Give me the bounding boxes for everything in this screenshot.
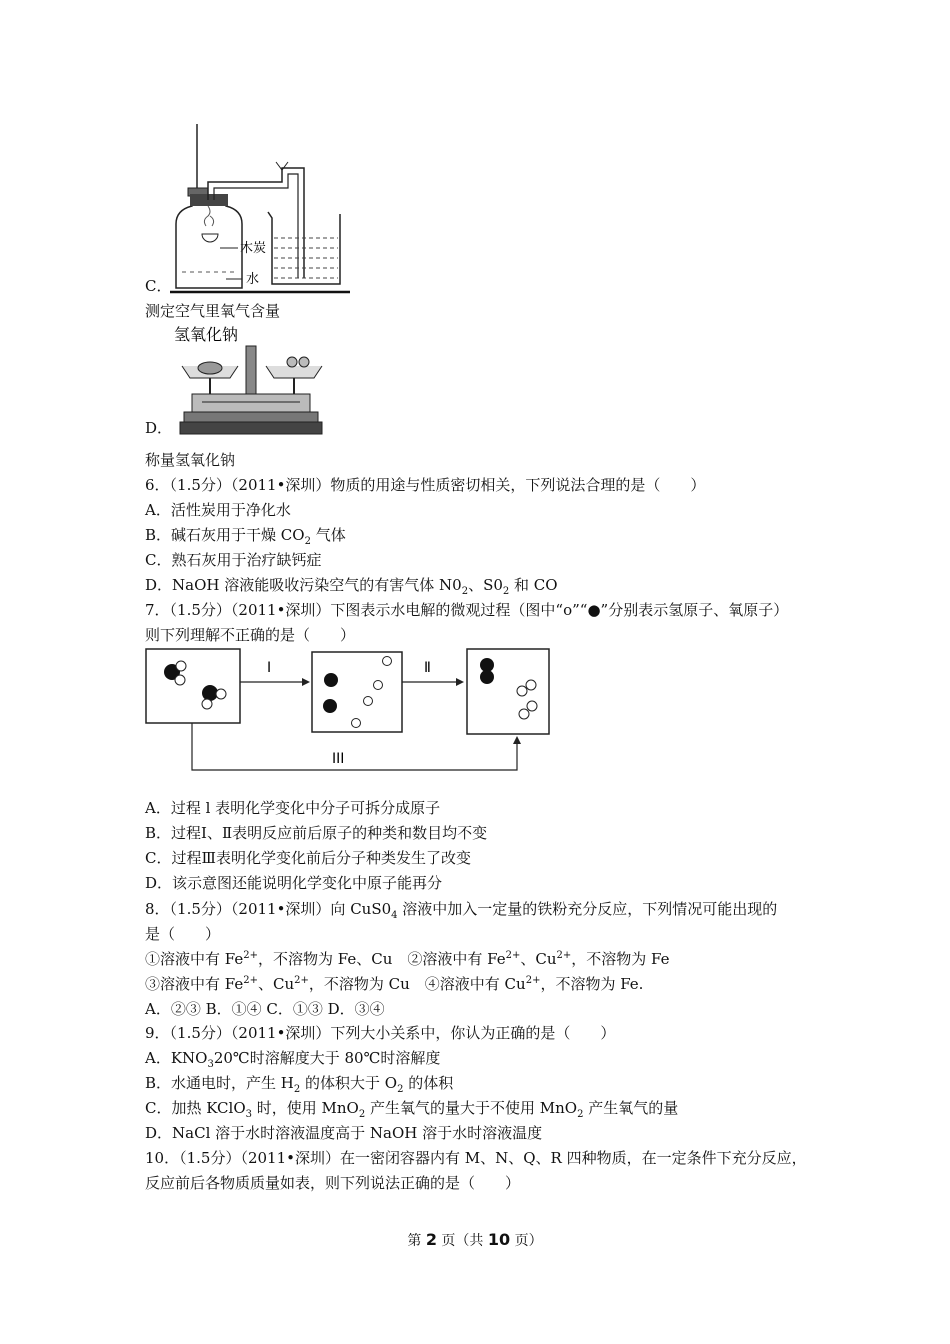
- q6-option-d: D．NaOH 溶液能吸收污染空气的有害气体 $N0_2$、$S0_2$ 和 CO: [145, 576, 558, 597]
- q6-stem: 6．（1.5分）（2011•深圳）物质的用途与性质密切相关，下列说法合理的是（ ）: [145, 476, 706, 494]
- water-label: 水: [246, 272, 260, 287]
- q5-option-c-letter: C．: [145, 277, 172, 295]
- current-page-number: 2: [425, 1230, 437, 1249]
- q9-option-b: B．水通电时，产生 $H_2$ 的体积大于 $O_2$ 的体积: [145, 1074, 454, 1095]
- water-electrolysis-diagram: [140, 644, 560, 776]
- q5-option-d-letter: D．: [145, 419, 173, 437]
- q5-option-c-caption: 测定空气里氧气含量: [145, 302, 281, 320]
- q7-option-c: C．过程Ⅲ表明化学变化前后分子种类发生了改变: [145, 849, 471, 867]
- process-2-label: Ⅱ: [424, 660, 431, 676]
- q8-cases-line2: ③溶液中有 $Fe^{2+}$、$Cu^{2+}$，不溶物为 Cu ④溶液中有 $Cu^{2+}$，不溶物为 Fe.: [145, 975, 644, 993]
- charcoal-label: 木炭: [240, 241, 267, 256]
- sodium-hydroxide-label: 氢氧化钠: [174, 325, 239, 344]
- q8-stem-line2: 是（ ）: [145, 925, 221, 943]
- q9-stem: 9．（1.5分）（2011•深圳）下列大小关系中，你认为正确的是（ ）: [145, 1024, 616, 1042]
- q9-option-c: C．加热 KClO$_3$ 时，使用 MnO$_2$ 产生氧气的量大于不使用 MnO$_2$ 产生氧气的量: [145, 1099, 679, 1120]
- q7-option-d: D．该示意图还能说明化学变化中原子能再分: [145, 874, 443, 892]
- q9-option-d: D．NaCl 溶于水时溶液温度高于 NaOH 溶于水时溶液温度: [145, 1124, 543, 1142]
- q10-stem-line2: 反应前后各物质质量如表，则下列说法正确的是（ ）: [145, 1174, 521, 1192]
- q7-stem-line2: 则下列理解不正确的是（ ）: [145, 626, 356, 644]
- q10-stem-line1: 10．（1.5分）（2011•深圳）在一密闭容器内有 M、N、Q、R 四种物质，在一定条件下充分反应，: [145, 1149, 807, 1167]
- q7-option-b: B．过程Ⅰ、Ⅱ表明反应前后原子的种类和数目均不变: [145, 824, 488, 842]
- page-footer: 第 2 页（共 10 页）: [407, 1230, 543, 1249]
- oxygen-measurement-apparatus-figure: [170, 122, 355, 297]
- q7-option-a: A．过程 l 表明化学变化中分子可拆分成原子: [145, 799, 441, 817]
- q8-stem-line1: 8．（1.5分）（2011•深圳）向 $CuS0_4$ 溶液中加入一定量的铁粉充分反应，下列情况可能出现的: [145, 900, 778, 921]
- total-page-count: 10: [487, 1230, 511, 1249]
- balance-weighing-figure: [172, 322, 327, 437]
- q8-options: A．②③ B．①④ C．①③ D．③④: [145, 1000, 385, 1018]
- q6-option-a: A．活性炭用于净化水: [145, 501, 291, 519]
- process-3-label: III: [332, 751, 345, 767]
- process-1-label: I: [267, 660, 272, 676]
- q9-option-a: A．$KNO_320℃$时溶解度大于 80℃时溶解度: [145, 1049, 441, 1070]
- q7-stem-line1: 7．（1.5分）（2011•深圳）下图表示水电解的微观过程（图中“o”“●”分别表示氢原子、氧原子）: [145, 601, 789, 619]
- q6-option-b: B．碱石灰用于干燥 $CO_2$ 气体: [145, 526, 346, 547]
- q8-cases-line1: ①溶液中有 $Fe^{2+}$，不溶物为 Fe、Cu ②溶液中有 $Fe^{2+}$、$Cu^{2+}$，不溶物为 Fe: [145, 950, 670, 968]
- q6-option-c: C．熟石灰用于治疗缺钙症: [145, 551, 322, 569]
- q5-option-d-caption: 称量氢氧化钠: [145, 451, 236, 469]
